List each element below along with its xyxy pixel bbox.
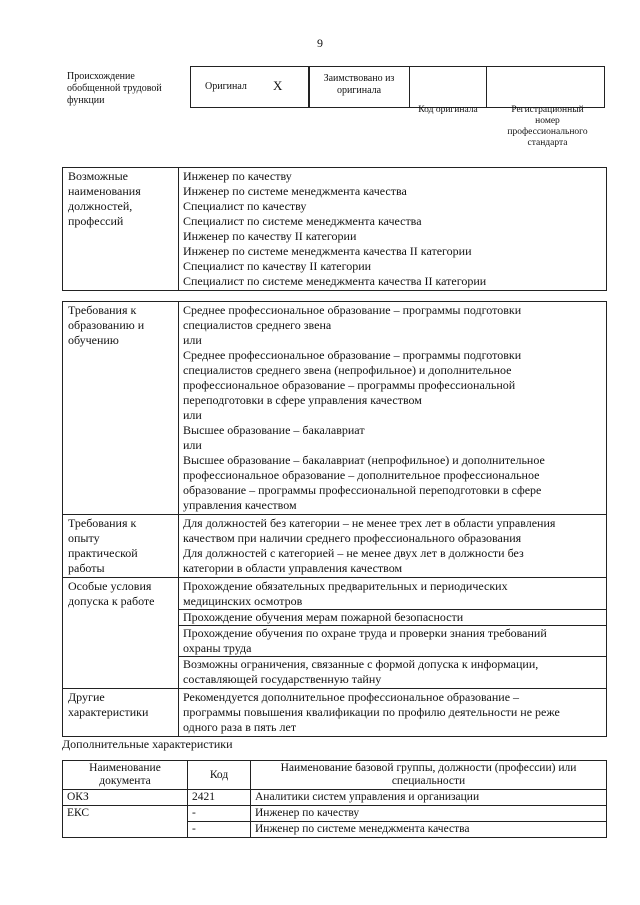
admission-row bbox=[63, 578, 607, 689]
origin-code-label: Код оригинала bbox=[418, 105, 478, 115]
positions-list bbox=[179, 168, 607, 291]
origin-reg-label: Регистрационный номер профессионального стандарта bbox=[507, 105, 588, 148]
other-text: Рекомендуется дополнительное профессиональное образование – программы повышения квалификации по профилю деятельности не реже одного раза в пять лет bbox=[179, 689, 607, 737]
table-row: - Инженер по системе менеджмента качества bbox=[63, 822, 607, 838]
header-doc: Наименование документа bbox=[63, 761, 188, 790]
origin-borrowed-text: Заимствовано из оригинала bbox=[323, 73, 395, 96]
table-row: ЕКС - Инженер по качеству bbox=[63, 806, 607, 822]
admission-label: Особые условия допуска к работе bbox=[63, 578, 179, 689]
position-item: Специалист по качеству II категории bbox=[183, 259, 372, 273]
additional-table bbox=[62, 760, 607, 838]
additional-header-row bbox=[63, 761, 607, 790]
table-row: ОКЗ 2421 Аналитики систем управления и организации bbox=[63, 790, 607, 806]
education-text: Среднее профессиональное образование – программы подготовки специалистов среднего звена или Среднее профессиональное образование – программы подготовки специалистов среднего звена (непрофильное) и дополнительное профессиональное образование – программы профессиональной переподготовки в сфере управления качеством или Высшее образование – бакалавриат или Высшее образование – бакалавриат (непрофильное) и дополнительное профессиональное образование – дополнительное профессиональное образование – программы профессиональной переподготовки в сфере управления качеством bbox=[179, 302, 607, 515]
positions-table bbox=[62, 167, 607, 291]
education-row bbox=[63, 302, 607, 515]
header-code: Код bbox=[188, 761, 251, 790]
experience-text: Для должностей без категории – не менее трех лет в области управления качеством при наличии среднего профессионального образования Для должностей с категорией – не менее двух лет в должности без категории в области управления качеством bbox=[179, 515, 607, 578]
header-name: Наименование базовой группы, должности (профессии) или специальности bbox=[251, 761, 607, 790]
origin-label: Происхождение обобщенной трудовой функции bbox=[67, 71, 162, 106]
positions-label: Возможные наименования должностей, профессий bbox=[63, 168, 179, 291]
position-item: Специалист по системе менеджмента качества bbox=[183, 214, 422, 228]
additional-title: Дополнительные характеристики bbox=[62, 737, 233, 751]
admission-text: Прохождение обязательных предварительных и периодических медицинских осмотров Прохождение обучения мерам пожарной безопасности Прохождение обучения по охране труда и проверки знания требований охраны труда Возможны ограничения, связанные с формой допуска к информации, составляющей государственную тайну bbox=[179, 578, 607, 689]
page-number: 9 bbox=[317, 36, 323, 50]
origin-original-text: Оригинал bbox=[205, 81, 247, 92]
requirements-table bbox=[62, 301, 607, 737]
position-item: Специалист по качеству bbox=[183, 199, 307, 213]
origin-borrowed-cell bbox=[308, 66, 410, 108]
position-item: Инженер по качеству II категории bbox=[183, 229, 357, 243]
position-item: Инженер по системе менеджмента качества bbox=[183, 184, 407, 198]
other-row bbox=[63, 689, 607, 737]
experience-label: Требования к опыту практической работы bbox=[63, 515, 179, 578]
origin-code-cell bbox=[408, 66, 487, 108]
position-item: Специалист по системе менеджмента качества II категории bbox=[183, 274, 487, 288]
origin-reg-cell bbox=[486, 66, 605, 108]
position-item: Инженер по системе менеджмента качества II категории bbox=[183, 244, 472, 258]
other-label: Другие характеристики bbox=[63, 689, 179, 737]
position-item: Инженер по качеству bbox=[183, 169, 292, 183]
origin-original-cell bbox=[190, 66, 310, 108]
origin-original-mark: X bbox=[273, 78, 283, 93]
education-label: Требования к образованию и обучению bbox=[63, 302, 179, 515]
experience-row bbox=[63, 515, 607, 578]
